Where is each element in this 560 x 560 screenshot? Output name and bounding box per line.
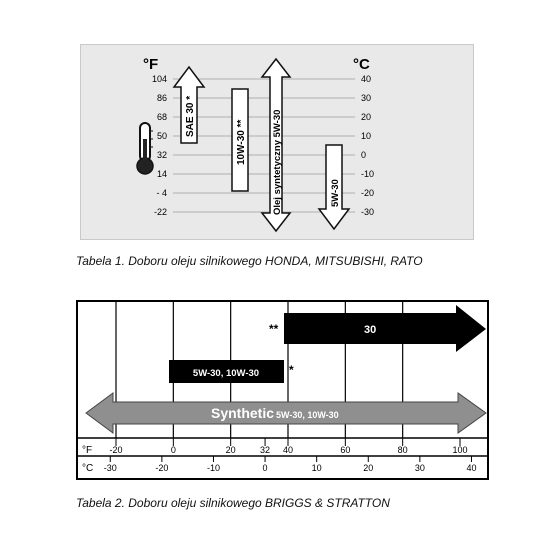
5w30-10w30-label: 5W-30, 10W-30 — [192, 368, 260, 379]
table2-f-tick: 20 — [225, 445, 236, 455]
table2-f-tick: 0 — [170, 445, 176, 455]
table2-caption: Tabela 2. Doboru oleju silnikowego BRIGGS & STRATTON — [76, 496, 390, 510]
grade-30-arrow — [269, 305, 486, 352]
10w30-box — [232, 89, 248, 191]
table1-f-tick: -22 — [153, 207, 167, 217]
synthetic-grades: 5W-30, 10W-30 — [276, 410, 339, 420]
table2-f-tick: 100 — [452, 445, 468, 455]
5w30-10w30-bar — [169, 360, 294, 383]
table1-f-tick: 50 — [156, 131, 167, 141]
table1-c-tick: -30 — [361, 207, 375, 217]
table1-c-tick: 40 — [361, 74, 372, 84]
sae30-arrow — [174, 67, 204, 143]
table1-panel — [80, 44, 474, 240]
table2-f-tick: 32 — [260, 445, 271, 455]
synthetic-double-arrow — [262, 59, 290, 231]
10w30-label: 10W-30 ** — [236, 119, 247, 165]
table1-c-tick: 10 — [361, 131, 372, 141]
table1-f-tick: 32 — [156, 150, 167, 160]
table1-f-tick: - 4 — [156, 188, 167, 198]
table2-c-tick: -20 — [155, 463, 169, 473]
table1-c-tick: 20 — [361, 112, 372, 122]
f-unit-label: °F — [82, 445, 93, 456]
table1-f-ticks — [152, 74, 167, 217]
table1-f-tick: 68 — [156, 112, 167, 122]
table2-panel — [76, 300, 489, 480]
table1-c-tick: 30 — [361, 93, 372, 103]
table2-f-ticks — [109, 438, 467, 455]
table2-f-tick: 60 — [340, 445, 351, 455]
sae30-label: SAE 30 * — [185, 95, 196, 137]
table1-unit-f: °F — [143, 56, 159, 73]
5w30-label: 5W-30 — [330, 179, 341, 207]
table1-chart — [81, 45, 473, 239]
thermometer-icon — [137, 123, 153, 174]
grade-30-label: 30 — [364, 324, 377, 336]
table2-c-tick: -30 — [103, 463, 117, 473]
table2-c-tick: -10 — [206, 463, 220, 473]
table2-f-tick: 80 — [397, 445, 408, 455]
table1-f-tick: 86 — [156, 93, 167, 103]
table1-caption: Tabela 1. Doboru oleju silnikowego HONDA, MITSUBISHI, RATO — [76, 254, 423, 268]
table1-f-tick: 14 — [156, 169, 167, 179]
table1-c-tick: -20 — [361, 188, 375, 198]
synthetic-arrow — [86, 393, 486, 433]
grade-30-mark: ** — [269, 322, 279, 336]
table2-c-ticks — [104, 456, 477, 473]
table1-c-ticks — [361, 74, 374, 217]
table2-chart — [78, 302, 487, 478]
table2-c-tick: 40 — [466, 463, 477, 473]
table2-c-tick: 10 — [311, 463, 322, 473]
table1-f-tick: 104 — [151, 74, 167, 84]
table2-c-tick: 20 — [363, 463, 374, 473]
synthetic-text: Synthetic — [211, 405, 275, 421]
5w30-arrow — [319, 145, 349, 229]
5w30-10w30-mark: * — [289, 363, 294, 377]
table2-f-tick: -20 — [109, 445, 123, 455]
table2-c-tick: 0 — [262, 463, 268, 473]
table1-c-tick: -10 — [361, 169, 375, 179]
synthetic-label: Olej syntetyczny 5W-30 — [272, 109, 283, 215]
table2-f-tick: 40 — [282, 445, 294, 455]
table1-c-tick: 0 — [361, 150, 367, 160]
table2-c-tick: 30 — [414, 463, 425, 473]
table1-unit-c: °C — [353, 56, 370, 73]
c-unit-label: °C — [82, 463, 94, 474]
